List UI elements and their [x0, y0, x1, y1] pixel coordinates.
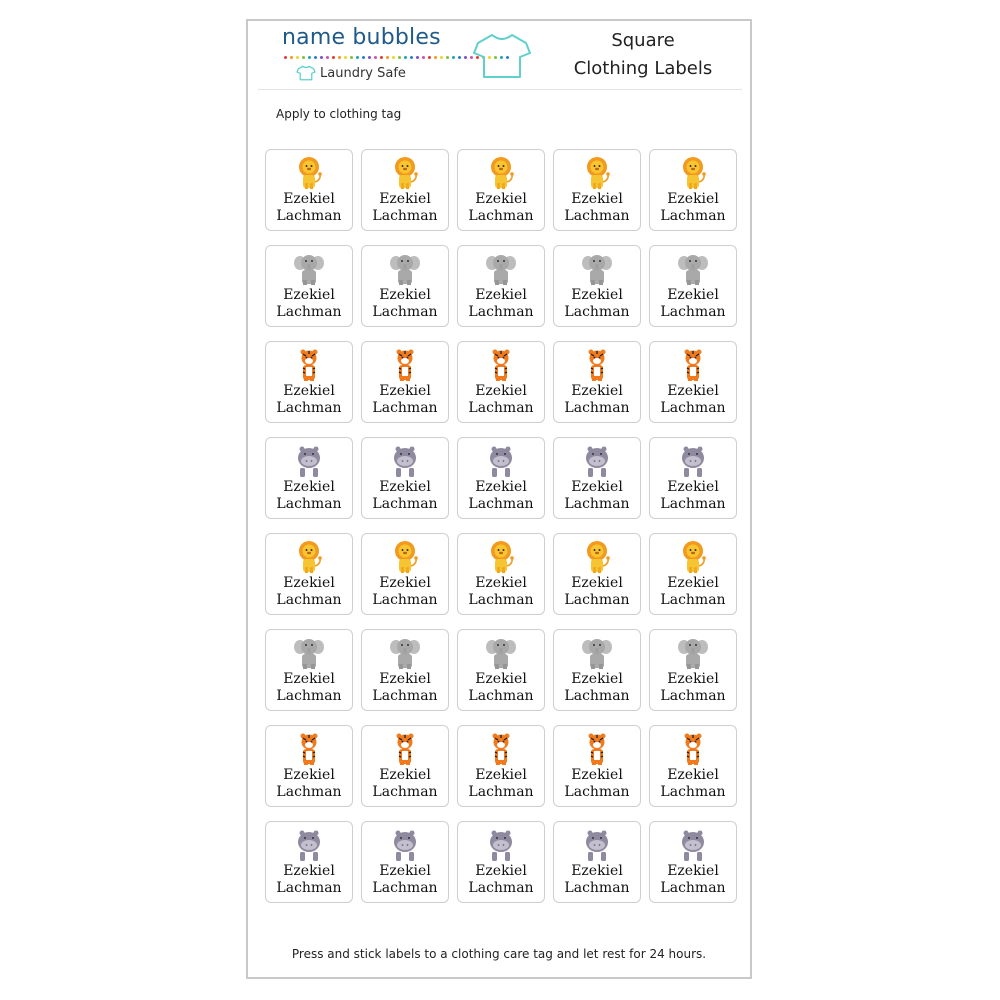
- label-last-name: Lachman: [372, 400, 438, 416]
- label-first-name: Ezekiel: [571, 383, 623, 399]
- label-first-name: Ezekiel: [379, 383, 431, 399]
- name-label: [457, 629, 545, 711]
- name-label: [457, 149, 545, 231]
- label-last-name: Lachman: [276, 400, 342, 416]
- brand-dot: [344, 56, 347, 59]
- lion-icon: [388, 540, 422, 574]
- label-first-name: Ezekiel: [667, 479, 719, 495]
- label-first-name: Ezekiel: [379, 767, 431, 783]
- label-first-name: Ezekiel: [475, 287, 527, 303]
- hippo-icon: [292, 444, 326, 478]
- label-last-name: Lachman: [660, 304, 726, 320]
- label-first-name: Ezekiel: [475, 863, 527, 879]
- brand-dot: [398, 56, 401, 59]
- name-label: [457, 341, 545, 423]
- label-first-name: Ezekiel: [283, 575, 335, 591]
- label-first-name: Ezekiel: [571, 671, 623, 687]
- label-first-name: Ezekiel: [283, 863, 335, 879]
- brand-dot: [416, 56, 419, 59]
- label-first-name: Ezekiel: [379, 191, 431, 207]
- label-last-name: Lachman: [468, 496, 534, 512]
- name-label: [361, 437, 449, 519]
- label-last-name: Lachman: [564, 496, 630, 512]
- name-label: [265, 629, 353, 711]
- title-line-2: Clothing Labels: [573, 58, 713, 79]
- label-last-name: Lachman: [660, 688, 726, 704]
- brand-dot: [422, 56, 425, 59]
- label-last-name: Lachman: [372, 304, 438, 320]
- shirt-icon: [472, 31, 532, 81]
- elephant-icon: [484, 636, 518, 670]
- name-label: [361, 149, 449, 231]
- brand-dot: [320, 56, 323, 59]
- name-label: [361, 533, 449, 615]
- lion-icon: [676, 156, 710, 190]
- brand-dot: [464, 56, 467, 59]
- tiger-icon: [580, 732, 614, 766]
- name-label: [553, 533, 641, 615]
- label-last-name: Lachman: [468, 592, 534, 608]
- brand-dot: [362, 56, 365, 59]
- name-label: [361, 725, 449, 807]
- brand-dot: [446, 56, 449, 59]
- elephant-icon: [484, 252, 518, 286]
- name-label: [457, 821, 545, 903]
- brand-dot: [308, 56, 311, 59]
- shirt-small-icon: [296, 65, 316, 81]
- label-first-name: Ezekiel: [283, 671, 335, 687]
- hippo-icon: [580, 828, 614, 862]
- hippo-icon: [580, 444, 614, 478]
- brand-dot: [452, 56, 455, 59]
- name-label: [457, 437, 545, 519]
- label-grid: [265, 149, 740, 909]
- label-first-name: Ezekiel: [379, 287, 431, 303]
- name-label: [649, 341, 737, 423]
- title-line-1: Square: [611, 30, 675, 51]
- label-last-name: Lachman: [372, 688, 438, 704]
- name-label: [649, 821, 737, 903]
- tiger-icon: [388, 732, 422, 766]
- name-label: [361, 629, 449, 711]
- brand-dot: [410, 56, 413, 59]
- label-last-name: Lachman: [468, 208, 534, 224]
- lion-icon: [292, 156, 326, 190]
- label-last-name: Lachman: [660, 784, 726, 800]
- name-label: [265, 533, 353, 615]
- label-last-name: Lachman: [660, 208, 726, 224]
- label-first-name: Ezekiel: [283, 287, 335, 303]
- name-label: [265, 341, 353, 423]
- label-last-name: Lachman: [276, 784, 342, 800]
- name-label: [649, 437, 737, 519]
- name-label: [553, 821, 641, 903]
- label-first-name: Ezekiel: [667, 671, 719, 687]
- label-first-name: Ezekiel: [667, 863, 719, 879]
- name-label: [457, 725, 545, 807]
- elephant-icon: [580, 636, 614, 670]
- label-last-name: Lachman: [564, 304, 630, 320]
- label-first-name: Ezekiel: [667, 767, 719, 783]
- brand-dot: [356, 56, 359, 59]
- label-last-name: Lachman: [372, 784, 438, 800]
- name-label: [553, 245, 641, 327]
- name-label: [361, 245, 449, 327]
- tiger-icon: [292, 348, 326, 382]
- lion-icon: [388, 156, 422, 190]
- lion-icon: [580, 540, 614, 574]
- label-first-name: Ezekiel: [571, 575, 623, 591]
- label-last-name: Lachman: [468, 880, 534, 896]
- elephant-icon: [676, 252, 710, 286]
- name-label: [265, 821, 353, 903]
- label-first-name: Ezekiel: [667, 383, 719, 399]
- lion-icon: [484, 540, 518, 574]
- hippo-icon: [388, 444, 422, 478]
- name-label: [553, 725, 641, 807]
- brand-dot: [332, 56, 335, 59]
- hippo-icon: [484, 444, 518, 478]
- name-label: [553, 341, 641, 423]
- label-last-name: Lachman: [468, 304, 534, 320]
- elephant-icon: [388, 252, 422, 286]
- elephant-icon: [292, 636, 326, 670]
- tiger-icon: [484, 348, 518, 382]
- label-last-name: Lachman: [372, 880, 438, 896]
- brand-dot: [290, 56, 293, 59]
- label-first-name: Ezekiel: [475, 191, 527, 207]
- label-last-name: Lachman: [564, 880, 630, 896]
- brand-dot: [326, 56, 329, 59]
- label-first-name: Ezekiel: [667, 575, 719, 591]
- name-label: [649, 629, 737, 711]
- label-last-name: Lachman: [564, 592, 630, 608]
- label-last-name: Lachman: [660, 592, 726, 608]
- brand-dot: [302, 56, 305, 59]
- label-first-name: Ezekiel: [475, 479, 527, 495]
- name-label: [553, 629, 641, 711]
- brand-dot: [386, 56, 389, 59]
- label-last-name: Lachman: [468, 688, 534, 704]
- label-first-name: Ezekiel: [571, 287, 623, 303]
- page-title: [548, 27, 738, 83]
- footer-instruction: Press and stick labels to a clothing care tag and let rest for 24 hours.: [291, 947, 707, 961]
- hippo-icon: [676, 828, 710, 862]
- name-label: [649, 533, 737, 615]
- tiger-icon: [676, 348, 710, 382]
- label-first-name: Ezekiel: [571, 479, 623, 495]
- hippo-icon: [676, 444, 710, 478]
- laundry-safe-badge: [296, 65, 406, 81]
- brand-dot: [296, 56, 299, 59]
- brand-dot: [338, 56, 341, 59]
- name-label: [361, 341, 449, 423]
- label-first-name: Ezekiel: [283, 383, 335, 399]
- label-last-name: Lachman: [660, 880, 726, 896]
- brand-dot: [440, 56, 443, 59]
- label-sheet: [246, 19, 752, 979]
- label-first-name: Ezekiel: [475, 383, 527, 399]
- brand-dot: [392, 56, 395, 59]
- elephant-icon: [292, 252, 326, 286]
- name-label: [457, 533, 545, 615]
- label-first-name: Ezekiel: [475, 767, 527, 783]
- label-first-name: Ezekiel: [379, 479, 431, 495]
- label-first-name: Ezekiel: [667, 191, 719, 207]
- lion-icon: [676, 540, 710, 574]
- label-last-name: Lachman: [276, 304, 342, 320]
- lion-icon: [484, 156, 518, 190]
- label-last-name: Lachman: [660, 496, 726, 512]
- brand-dot: [368, 56, 371, 59]
- brand-dot: [428, 56, 431, 59]
- brand-dot: [404, 56, 407, 59]
- label-last-name: Lachman: [372, 496, 438, 512]
- brand-dot: [380, 56, 383, 59]
- hippo-icon: [292, 828, 326, 862]
- label-first-name: Ezekiel: [379, 671, 431, 687]
- label-last-name: Lachman: [372, 592, 438, 608]
- label-first-name: Ezekiel: [475, 575, 527, 591]
- label-last-name: Lachman: [468, 784, 534, 800]
- elephant-icon: [388, 636, 422, 670]
- name-label: [553, 437, 641, 519]
- label-last-name: Lachman: [276, 688, 342, 704]
- brand-logo: [282, 25, 442, 89]
- name-label: [553, 149, 641, 231]
- brand-dot: [284, 56, 287, 59]
- brand-dot: [314, 56, 317, 59]
- label-first-name: Ezekiel: [379, 575, 431, 591]
- label-first-name: Ezekiel: [283, 767, 335, 783]
- label-last-name: Lachman: [276, 880, 342, 896]
- label-first-name: Ezekiel: [571, 191, 623, 207]
- brand-dot: [374, 56, 377, 59]
- lion-icon: [292, 540, 326, 574]
- hippo-icon: [388, 828, 422, 862]
- label-last-name: Lachman: [468, 400, 534, 416]
- tiger-icon: [676, 732, 710, 766]
- label-first-name: Ezekiel: [667, 287, 719, 303]
- label-first-name: Ezekiel: [571, 863, 623, 879]
- label-first-name: Ezekiel: [475, 671, 527, 687]
- name-label: [649, 725, 737, 807]
- brand-name: name bubbles: [282, 25, 441, 50]
- laundry-safe-text: Laundry Safe: [320, 65, 406, 81]
- label-first-name: Ezekiel: [283, 479, 335, 495]
- name-label: [265, 437, 353, 519]
- elephant-icon: [676, 636, 710, 670]
- tiger-icon: [388, 348, 422, 382]
- brand-dot: [350, 56, 353, 59]
- label-first-name: Ezekiel: [379, 863, 431, 879]
- name-label: [649, 149, 737, 231]
- brand-dot: [434, 56, 437, 59]
- brand-dot: [458, 56, 461, 59]
- label-first-name: Ezekiel: [283, 191, 335, 207]
- hippo-icon: [484, 828, 518, 862]
- label-last-name: Lachman: [276, 592, 342, 608]
- tiger-icon: [580, 348, 614, 382]
- elephant-icon: [580, 252, 614, 286]
- name-label: [265, 245, 353, 327]
- label-first-name: Ezekiel: [571, 767, 623, 783]
- instruction-text: Apply to clothing tag: [276, 107, 402, 121]
- name-label: [265, 149, 353, 231]
- name-label: [265, 725, 353, 807]
- lion-icon: [580, 156, 614, 190]
- name-label: [361, 821, 449, 903]
- label-last-name: Lachman: [660, 400, 726, 416]
- label-last-name: Lachman: [276, 496, 342, 512]
- name-label: [457, 245, 545, 327]
- header-divider: [258, 89, 742, 90]
- label-last-name: Lachman: [276, 208, 342, 224]
- tiger-icon: [292, 732, 326, 766]
- label-last-name: Lachman: [564, 784, 630, 800]
- label-last-name: Lachman: [564, 400, 630, 416]
- label-last-name: Lachman: [372, 208, 438, 224]
- label-last-name: Lachman: [564, 208, 630, 224]
- name-label: [649, 245, 737, 327]
- label-last-name: Lachman: [564, 688, 630, 704]
- tiger-icon: [484, 732, 518, 766]
